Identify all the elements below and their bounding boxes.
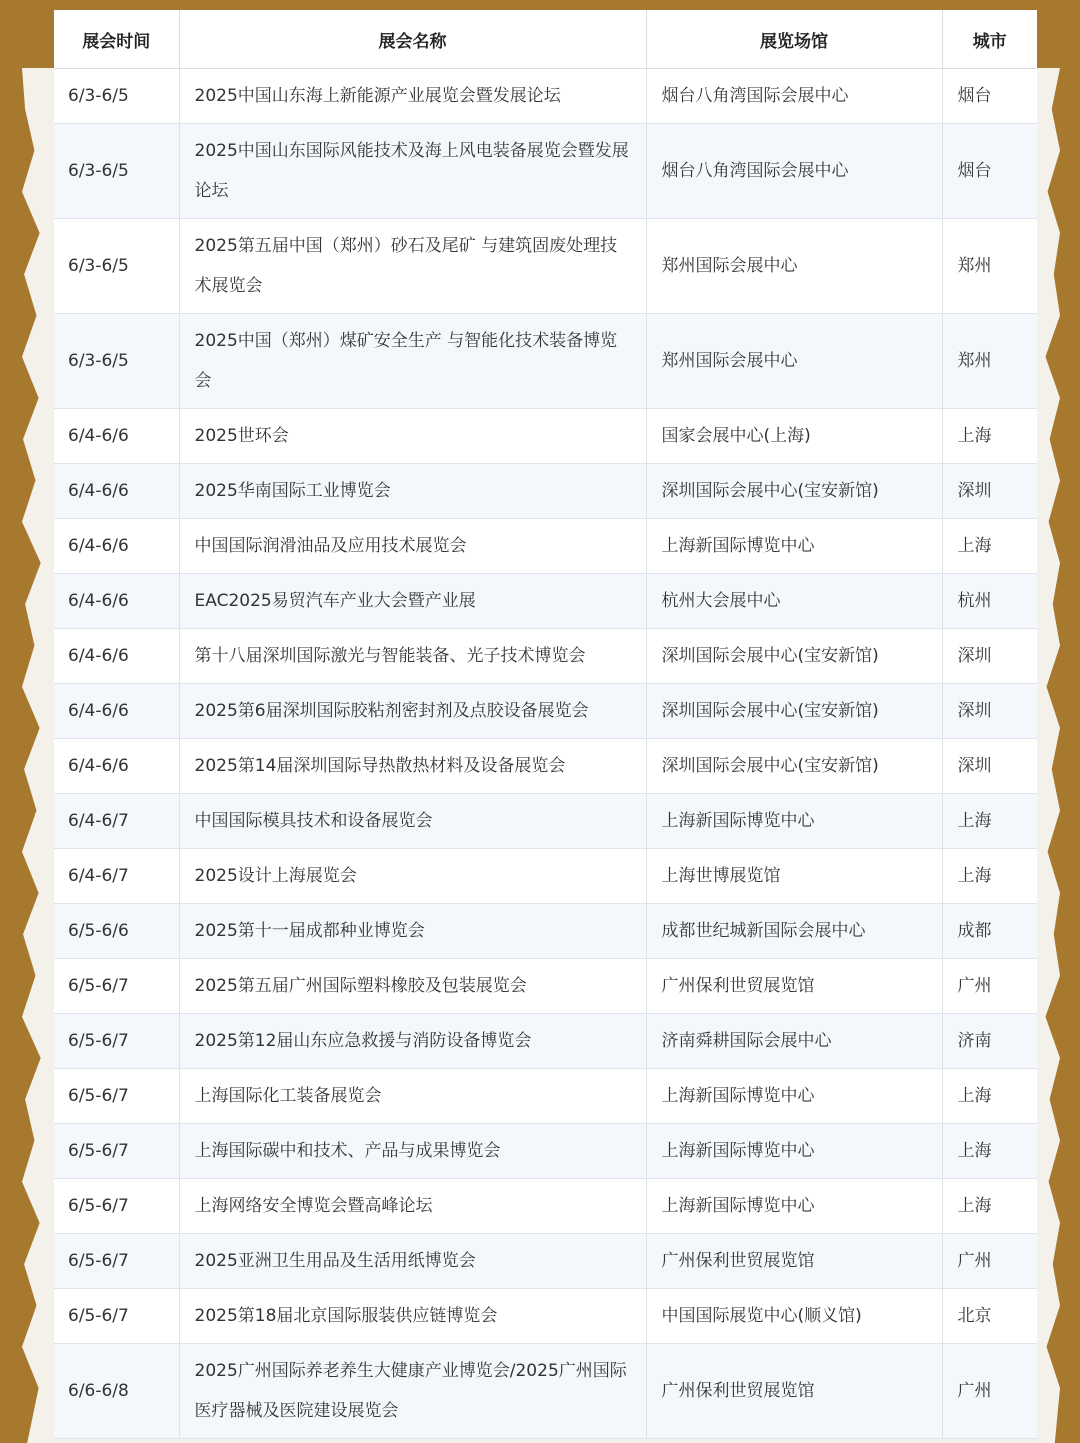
cell-name: 2025第6届深圳国际胶粘剂密封剂及点胶设备展览会 bbox=[179, 684, 646, 739]
cell-city: 郑州 bbox=[942, 219, 1037, 314]
cell-name: 上海国际碳中和技术、产品与成果博览会 bbox=[179, 1124, 646, 1179]
cell-city: 上海 bbox=[942, 519, 1037, 574]
cell-venue: 济南舜耕国际会展中心 bbox=[646, 1014, 942, 1069]
cell-name: 2025第十一届成都种业博览会 bbox=[179, 904, 646, 959]
cell-name: 2025中国山东海上新能源产业展览会暨发展论坛 bbox=[179, 69, 646, 124]
cell-venue: 上海新国际博览中心 bbox=[646, 1124, 942, 1179]
cell-venue: 深圳国际会展中心(宝安新馆) bbox=[646, 684, 942, 739]
cell-date: 6/6-6/8 bbox=[54, 1344, 179, 1439]
cell-city: 济南 bbox=[942, 1014, 1037, 1069]
table-row bbox=[54, 464, 1037, 519]
table-row bbox=[54, 1069, 1037, 1124]
cell-name: 上海网络安全博览会暨高峰论坛 bbox=[179, 1179, 646, 1234]
table-row bbox=[54, 69, 1037, 124]
table-row bbox=[54, 794, 1037, 849]
cell-name: 2025第五届广州国际塑料橡胶及包装展览会 bbox=[179, 959, 646, 1014]
cell-city: 杭州 bbox=[942, 574, 1037, 629]
cell-name: 上海国际化工装备展览会 bbox=[179, 1069, 646, 1124]
table-row bbox=[54, 1124, 1037, 1179]
cell-venue: 广州保利世贸展览馆 bbox=[646, 1344, 942, 1439]
cell-venue: 烟台八角湾国际会展中心 bbox=[646, 124, 942, 219]
table-row bbox=[54, 574, 1037, 629]
cell-venue: 上海新国际博览中心 bbox=[646, 1179, 942, 1234]
header-city: 城市 bbox=[942, 10, 1037, 69]
table-row bbox=[54, 519, 1037, 574]
table-row bbox=[54, 849, 1037, 904]
cell-city: 上海 bbox=[942, 409, 1037, 464]
cell-name: 中国国际模具技术和设备展览会 bbox=[179, 794, 646, 849]
header-venue: 展览场馆 bbox=[646, 10, 942, 69]
cell-date: 6/4-6/6 bbox=[54, 574, 179, 629]
cell-city: 上海 bbox=[942, 1069, 1037, 1124]
cell-date: 6/4-6/6 bbox=[54, 464, 179, 519]
cell-date: 6/5-6/7 bbox=[54, 1014, 179, 1069]
cell-name: 2025第12届山东应急救援与消防设备博览会 bbox=[179, 1014, 646, 1069]
cell-name: 2025设计上海展览会 bbox=[179, 849, 646, 904]
cell-name: 2025中国山东国际风能技术及海上风电装备展览会暨发展论坛 bbox=[179, 124, 646, 219]
cell-name: 2025第18届北京国际服装供应链博览会 bbox=[179, 1289, 646, 1344]
cell-venue: 广州保利世贸展览馆 bbox=[646, 959, 942, 1014]
cell-name: 2025第14届深圳国际导热散热材料及设备展览会 bbox=[179, 739, 646, 794]
cell-city: 深圳 bbox=[942, 629, 1037, 684]
cell-city: 烟台 bbox=[942, 124, 1037, 219]
cell-name: 2025世环会 bbox=[179, 409, 646, 464]
cell-date: 6/3-6/5 bbox=[54, 124, 179, 219]
cell-city: 北京 bbox=[942, 1289, 1037, 1344]
header-row bbox=[54, 10, 1037, 69]
cell-date: 6/4-6/6 bbox=[54, 684, 179, 739]
cell-city: 成都 bbox=[942, 904, 1037, 959]
cell-city: 深圳 bbox=[942, 464, 1037, 519]
cell-name: 2025广州国际养老养生大健康产业博览会/2025广州国际医疗器械及医院建设展览会 bbox=[179, 1344, 646, 1439]
table-header bbox=[54, 10, 1037, 69]
table-row bbox=[54, 629, 1037, 684]
cell-date: 6/4-6/7 bbox=[54, 849, 179, 904]
cell-venue: 上海新国际博览中心 bbox=[646, 1069, 942, 1124]
cell-date: 6/5-6/7 bbox=[54, 1179, 179, 1234]
cell-venue: 上海新国际博览中心 bbox=[646, 519, 942, 574]
cell-date: 6/4-6/6 bbox=[54, 629, 179, 684]
table-row bbox=[54, 314, 1037, 409]
cell-venue: 深圳国际会展中心(宝安新馆) bbox=[646, 464, 942, 519]
cell-name: 2025亚洲卫生用品及生活用纸博览会 bbox=[179, 1234, 646, 1289]
table-row bbox=[54, 684, 1037, 739]
table-row bbox=[54, 1014, 1037, 1069]
cell-name: EAC2025易贸汽车产业大会暨产业展 bbox=[179, 574, 646, 629]
cell-date: 6/4-6/6 bbox=[54, 519, 179, 574]
cell-city: 郑州 bbox=[942, 314, 1037, 409]
cell-venue: 上海新国际博览中心 bbox=[646, 794, 942, 849]
cell-venue: 上海世博展览馆 bbox=[646, 849, 942, 904]
table-row bbox=[54, 959, 1037, 1014]
cell-date: 6/4-6/6 bbox=[54, 409, 179, 464]
table-row bbox=[54, 1179, 1037, 1234]
exhibition-table-container bbox=[54, 10, 1037, 1439]
table-row bbox=[54, 1344, 1037, 1439]
cell-venue: 深圳国际会展中心(宝安新馆) bbox=[646, 739, 942, 794]
cell-name: 2025华南国际工业博览会 bbox=[179, 464, 646, 519]
cell-city: 广州 bbox=[942, 959, 1037, 1014]
cell-name: 中国国际润滑油品及应用技术展览会 bbox=[179, 519, 646, 574]
cell-name: 2025中国（郑州）煤矿安全生产 与智能化技术装备博览会 bbox=[179, 314, 646, 409]
header-date: 展会时间 bbox=[54, 10, 179, 69]
cell-venue: 成都世纪城新国际会展中心 bbox=[646, 904, 942, 959]
cell-city: 上海 bbox=[942, 849, 1037, 904]
cell-date: 6/5-6/7 bbox=[54, 1069, 179, 1124]
cell-venue: 烟台八角湾国际会展中心 bbox=[646, 69, 942, 124]
cell-venue: 郑州国际会展中心 bbox=[646, 314, 942, 409]
header-name: 展会名称 bbox=[179, 10, 646, 69]
cell-city: 深圳 bbox=[942, 739, 1037, 794]
cell-city: 上海 bbox=[942, 794, 1037, 849]
table-row bbox=[54, 1289, 1037, 1344]
cell-name: 第十八届深圳国际激光与智能装备、光子技术博览会 bbox=[179, 629, 646, 684]
cell-date: 6/5-6/6 bbox=[54, 904, 179, 959]
cell-venue: 杭州大会展中心 bbox=[646, 574, 942, 629]
cell-date: 6/3-6/5 bbox=[54, 314, 179, 409]
cell-venue: 国家会展中心(上海) bbox=[646, 409, 942, 464]
cell-date: 6/4-6/7 bbox=[54, 794, 179, 849]
cell-date: 6/5-6/7 bbox=[54, 1289, 179, 1344]
table-row bbox=[54, 1234, 1037, 1289]
table-row bbox=[54, 739, 1037, 794]
cell-date: 6/5-6/7 bbox=[54, 1124, 179, 1179]
cell-city: 广州 bbox=[942, 1234, 1037, 1289]
table-row bbox=[54, 904, 1037, 959]
cell-city: 广州 bbox=[942, 1344, 1037, 1439]
table-row bbox=[54, 124, 1037, 219]
cell-venue: 广州保利世贸展览馆 bbox=[646, 1234, 942, 1289]
cell-venue: 深圳国际会展中心(宝安新馆) bbox=[646, 629, 942, 684]
cell-date: 6/5-6/7 bbox=[54, 1234, 179, 1289]
cell-date: 6/5-6/7 bbox=[54, 959, 179, 1014]
cell-venue: 郑州国际会展中心 bbox=[646, 219, 942, 314]
cell-city: 上海 bbox=[942, 1124, 1037, 1179]
cell-date: 6/3-6/5 bbox=[54, 69, 179, 124]
table-body bbox=[54, 69, 1037, 1439]
table-row bbox=[54, 219, 1037, 314]
cell-date: 6/4-6/6 bbox=[54, 739, 179, 794]
cell-venue: 中国国际展览中心(顺义馆) bbox=[646, 1289, 942, 1344]
cell-city: 深圳 bbox=[942, 684, 1037, 739]
cell-city: 烟台 bbox=[942, 69, 1037, 124]
cell-name: 2025第五届中国（郑州）砂石及尾矿 与建筑固废处理技术展览会 bbox=[179, 219, 646, 314]
cell-date: 6/3-6/5 bbox=[54, 219, 179, 314]
cell-city: 上海 bbox=[942, 1179, 1037, 1234]
exhibition-schedule-table bbox=[54, 10, 1037, 1439]
table-row bbox=[54, 409, 1037, 464]
